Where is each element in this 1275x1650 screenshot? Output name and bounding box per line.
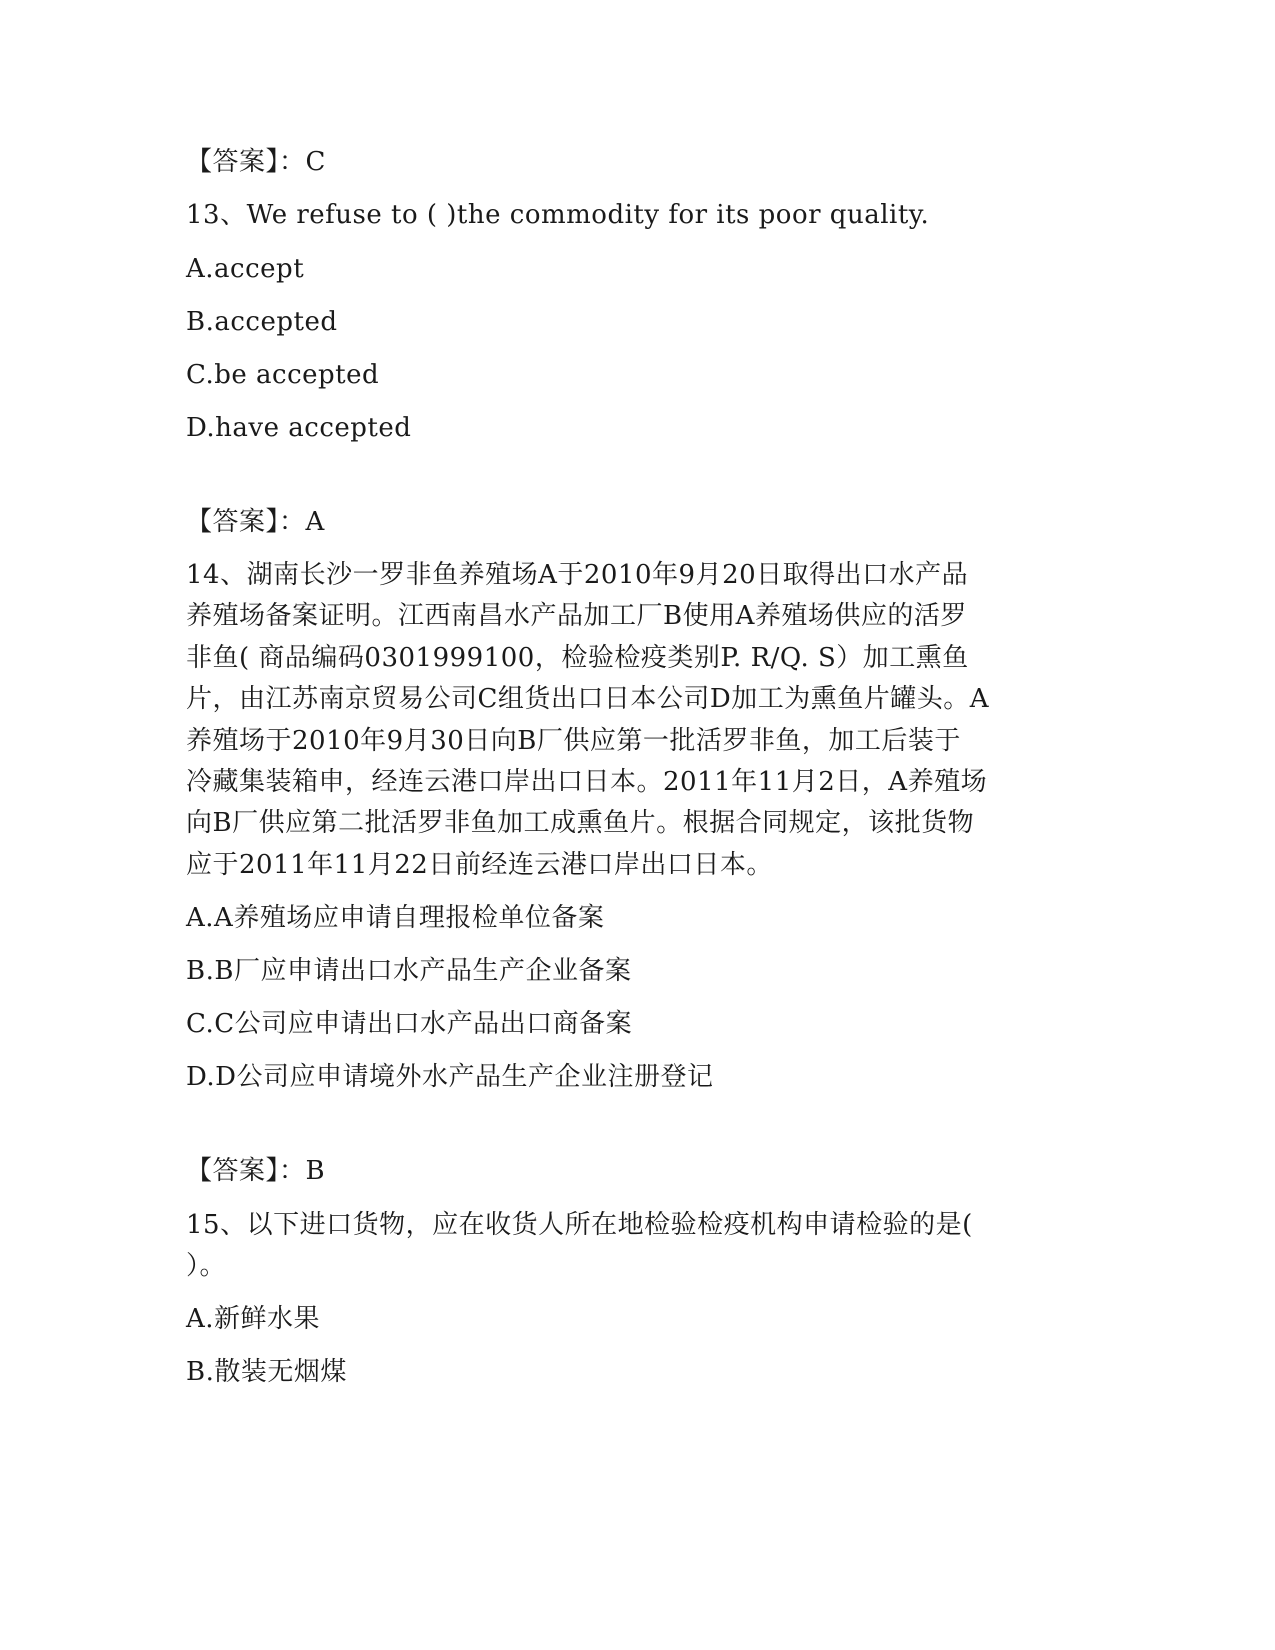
question-14-option-d: D.D公司应申请境外水产品生产企业注册登记 [186, 1062, 714, 1092]
question-13-stem: 13、We refuse to ( )the commodity for its poor quality. [186, 200, 930, 230]
question-13-option-a: A.accept [186, 254, 305, 284]
answer-label: 【答案】：B [186, 1156, 326, 1186]
question-15-stem-line: ）。 [186, 1251, 227, 1281]
question-15-stem-line: 15、以下进口货物，应在收货人所在地检验检疫机构申请检验的是( [186, 1210, 973, 1240]
question-13-option-c: C.be accepted [186, 360, 380, 390]
question-15-option-b: B.散装无烟煤 [186, 1357, 347, 1387]
question-14-stem-line: 片，由江苏南京贸易公司C组货出口日本公司D加工为熏鱼片罐头。A [186, 684, 990, 714]
question-14-stem-line: 向B厂供应第二批活罗非鱼加工成熏鱼片。根据合同规定，该批货物 [186, 808, 975, 838]
question-13-option-b: B.accepted [186, 307, 338, 337]
question-14-stem-line: 14、湖南长沙一罗非鱼养殖场A于2010年9月20日取得出口水产品 [186, 560, 969, 590]
question-15-option-a: A.新鲜水果 [186, 1304, 321, 1334]
question-14-stem-line: 应于2011年11月22日前经连云港口岸出口日本。 [186, 850, 773, 880]
question-14-option-c: C.C公司应申请出口水产品出口商备案 [186, 1009, 633, 1039]
question-14-option-b: B.B厂应申请出口水产品生产企业备案 [186, 956, 632, 986]
question-14-option-a: A.A养殖场应申请自理报检单位备案 [186, 903, 605, 933]
question-13-option-d: D.have accepted [186, 413, 412, 443]
question-14-stem-line: 非鱼( 商品编码0301999100，检验检疫类别P. R/Q. S）加工熏鱼 [186, 643, 969, 673]
question-14-stem-line: 养殖场备案证明。江西南昌水产品加工厂B使用A养殖场供应的活罗 [186, 601, 967, 631]
question-14-stem-line: 冷藏集装箱申，经连云港口岸出口日本。2011年11月2日，A养殖场 [186, 767, 988, 797]
answer-label: 【答案】：C [186, 147, 326, 177]
answer-label: 【答案】：A [186, 507, 325, 537]
question-14-stem-line: 养殖场于2010年9月30日向B厂供应第一批活罗非鱼，加工后装于 [186, 726, 961, 756]
